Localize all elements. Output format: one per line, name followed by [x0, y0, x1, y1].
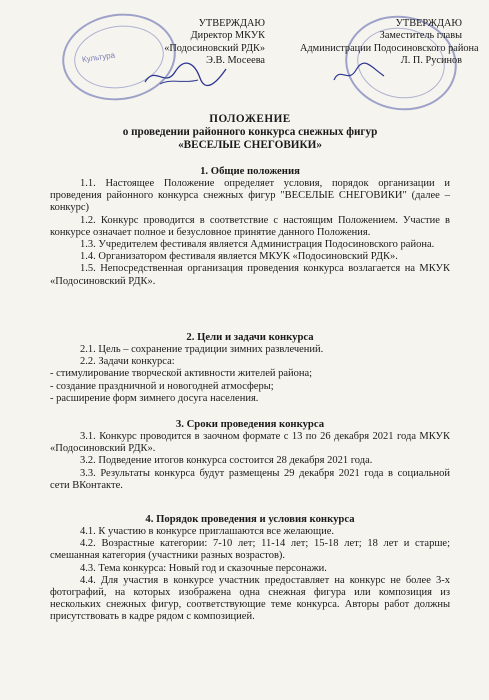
contest-name: «ВЕСЕЛЫЕ СНЕГОВИКИ» [178, 139, 322, 151]
paragraph: 1.5. Непосредственная организация проведения конкурса возлагается на МКУК «Подосиновский РДК». [50, 263, 450, 287]
approver-position: Заместитель главы [379, 30, 462, 42]
approval-label: УТВЕРЖДАЮ [395, 18, 462, 29]
paragraph: 3.2. Подведение итогов конкурса состоится 28 декабря 2021 года. [80, 455, 373, 467]
stamp-text: Культура [81, 50, 116, 65]
approval-block-right [300, 18, 479, 67]
paragraph: 4.3. Тема конкурса: Новый год и сказочные персонажи. [80, 562, 327, 574]
approver-name: Л. П. Русинов [400, 54, 462, 66]
section-heading: 4. Порядок проведения и условия конкурса [145, 513, 355, 525]
paragraph: 1.4. Организатором фестиваля является МКУК «Подосиновский РДК». [80, 251, 398, 263]
section-dates [50, 418, 450, 492]
paragraph: 3.3. Результаты конкурса будут размещены 29 декабря 2021 года в социальной сети ВКонтакте. [50, 467, 450, 491]
paragraph: 1.3. Учредителем фестиваля является Администрация Подосиновского района. [80, 239, 435, 251]
approver-position: Директор МКУК [190, 30, 265, 42]
paragraph: 1.1. Настоящее Положение определяет условия, порядок организации и проведения районного конкурса снежных фигур "ВЕСЕЛЫЕ СНЕГОВИКИ" (далее – конкурс) [50, 178, 450, 214]
list-item: - стимулирование творческой активности жителей района; [50, 368, 313, 380]
list-item: - расширение форм зимнего досуга населения. [50, 392, 259, 404]
paragraph: 2.2. Задачи конкурса: [80, 356, 175, 368]
approver-organization: Администрации Подосиновского района [300, 42, 479, 54]
paragraph: 4.2. Возрастные категории: 7-10 лет; 11-14 лет; 15-18 лет; 18 лет и старше; смешанная категория (участники разных возрастов). [50, 538, 450, 562]
paragraph: 4.4. Для участия в конкурсе участник предоставляет на конкурс не более 3-х фотографий, на которых изображена одна снежная фигура или композиция из нескольких снежных фигур, соответствующие теме конкурса. Авторы работ должны присутствовать в кадре рядом с композицией. [50, 574, 450, 623]
document-title: ПОЛОЖЕНИЕ [209, 113, 291, 125]
list-item: - создание праздничной и новогодней атмосферы; [50, 380, 274, 392]
paragraph: 4.1. К участию в конкурсе приглашаются все желающие. [80, 526, 335, 537]
section-heading: 1. Общие положения [200, 165, 300, 177]
approval-block-left [150, 18, 265, 67]
approval-label: УТВЕРЖДАЮ [198, 18, 265, 29]
section-goals [50, 331, 450, 405]
paragraph: 3.1. Конкурс проводится в заочном формате с 13 по 26 декабря 2021 года МКУК «Подосиновский РДК». [50, 431, 450, 455]
paragraph: 2.1. Цель – сохранение традиции зимних развлечений. [80, 344, 324, 355]
section-procedure [50, 513, 450, 624]
section-heading: 3. Сроки проведения конкурса [175, 418, 325, 430]
section-heading: 2. Цели и задачи конкурса [186, 331, 314, 343]
paragraph: 1.2. Конкурс проводится в соответствие с настоящим Положением. Участие в конкурсе означает полное и безусловное принятие данного Положения. [50, 214, 450, 238]
document-subtitle: о проведении районного конкурса снежных фигур [122, 126, 378, 138]
approver-organization: «Подосиновский РДК» [164, 42, 265, 54]
approver-name: Э.В. Мосеева [206, 54, 265, 66]
section-general-provisions [50, 165, 450, 288]
